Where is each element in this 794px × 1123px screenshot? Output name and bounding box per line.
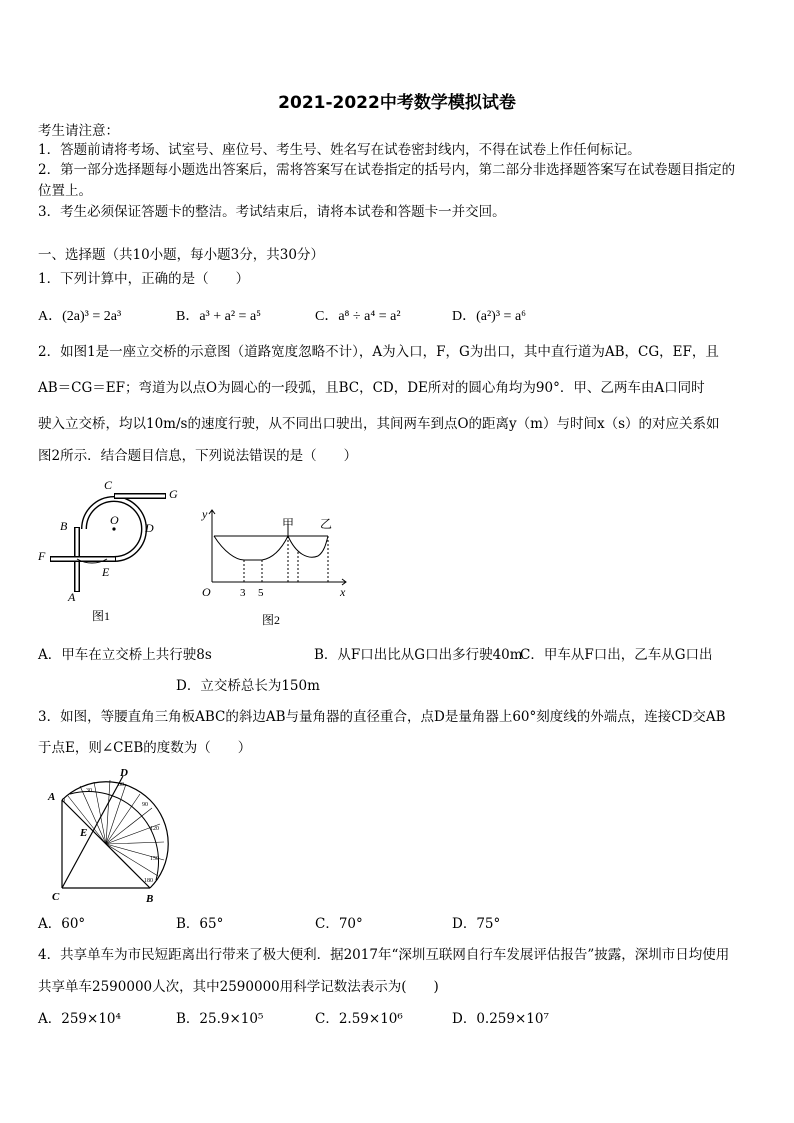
q3-tick-150: 150 xyxy=(150,856,159,862)
q3-figure xyxy=(38,764,188,906)
fig2-tick-5: 5 xyxy=(258,587,264,599)
q2-line-3: 驶入立交桥，均以10m/s的速度行驶，从不同出口驶出，其间两车到点O的距离y（m）与时间x（s）的对应关系如 xyxy=(38,416,720,432)
fig1-label-e: E xyxy=(102,565,110,579)
q3-tick-180: 180 xyxy=(144,878,153,884)
fig2-label-o: O xyxy=(202,585,211,599)
q2-option-b: B．从F口出比从G口出多行驶40m xyxy=(314,647,523,663)
q3-line-2: 于点E，则∠CEB的度数为（ ） xyxy=(38,740,252,756)
q2-line-1: 2．如图1是一座立交桥的示意图（道路宽度忽略不计），A为入口，F，G为出口，其中直行道为AB，CG，EF，且 xyxy=(38,344,719,360)
fig2-tick-3: 3 xyxy=(240,587,246,599)
fig1-label-o: O xyxy=(110,513,119,527)
q3-tick-90: 90 xyxy=(142,802,148,808)
q2-figure-2 xyxy=(196,504,356,630)
q3-label-d: D xyxy=(120,767,128,779)
q3-option-a: A．60° xyxy=(38,916,86,932)
q1-option-c: C．a⁸ ÷ a⁴ = a² xyxy=(315,309,401,324)
page-title: 2021-2022中考数学模拟试卷 xyxy=(278,93,516,113)
section-heading: 一、选择题（共10小题，每小题3分，共30分） xyxy=(38,247,324,263)
q1-option-b: B．a³ + a² = a⁵ xyxy=(176,309,262,324)
fig2-label-y: y xyxy=(202,507,208,521)
fig2-label-yi: 乙 xyxy=(320,517,333,531)
notice-heading: 考生请注意： xyxy=(38,123,119,139)
q1-option-a: A．(2a)³ = 2a³ xyxy=(38,309,122,324)
q4-option-c: C．2.59×10⁶ xyxy=(315,1011,403,1027)
notice-line-2: 2．第一部分选择题每小题选出答案后，需将答案写在试卷指定的括号内，第二部分非选择题答案写在试卷题目指定的 xyxy=(38,162,736,178)
q2-option-c: C．甲车从F口出，乙车从G口出 xyxy=(520,647,713,663)
notice-line-3: 位置上。 xyxy=(38,183,92,199)
q2-figure-1 xyxy=(30,472,200,632)
q3-label-c: C xyxy=(52,891,60,903)
fig1-label-f: F xyxy=(38,549,46,563)
q2-option-d: D．立交桥总长为150m xyxy=(176,678,320,694)
q3-option-d: D．75° xyxy=(452,916,501,932)
q2-line-4: 图2所示．结合题目信息，下列说法错误的是（ ） xyxy=(38,448,358,464)
q2-option-a: A．甲车在立交桥上共行驶8s xyxy=(38,647,212,663)
fig1-label-a: A xyxy=(68,590,76,604)
fig2-label-x: x xyxy=(340,585,346,599)
q2-line-2: AB＝CG＝EF；弯道为以点O为圆心的一段弧，且BC，CD，DE所对的圆心角均为90°．甲、乙两车由A口同时 xyxy=(38,380,705,396)
q3-tick-30: 30 xyxy=(86,788,92,794)
notice-line-4: 3．考生必须保证答题卡的整洁。考试结束后，请将本试卷和答题卡一并交回。 xyxy=(38,204,506,220)
fig2-label-jia: 甲 xyxy=(282,517,295,531)
fig1-label-g: G xyxy=(169,487,178,501)
fig1-label-b: B xyxy=(60,519,68,533)
q3-tick-60: 60 xyxy=(118,782,124,788)
q4-line-1: 4．共享单车为市民短距离出行带来了极大便利．据2017年“深圳互联网自行车发展评估报告”披露，深圳市日均使用 xyxy=(38,947,730,963)
q3-label-a: A xyxy=(48,791,56,803)
q3-label-e: E xyxy=(80,827,88,839)
notice-line-1: 1．答题前请将考场、试室号、座位号、考生号、姓名写在试卷密封线内，不得在试卷上作任何标记。 xyxy=(38,142,641,158)
q3-tick-120: 120 xyxy=(150,826,159,832)
q4-option-a: A．259×10⁴ xyxy=(38,1011,121,1027)
q3-option-b: B．65° xyxy=(176,916,224,932)
fig1-label-c: C xyxy=(104,478,113,492)
q3-tick-0: 0 xyxy=(62,798,65,804)
fig1-caption: 图1 xyxy=(92,609,111,623)
q4-line-2: 共享单车2590000人次，其中2590000用科学记数法表示为( ) xyxy=(38,979,439,995)
q1-option-d: D．(a²)³ = a⁶ xyxy=(452,309,527,324)
q1-stem: 1．下列计算中，正确的是（ ） xyxy=(38,271,250,287)
q3-label-b: B xyxy=(146,893,154,905)
q4-option-b: B．25.9×10⁵ xyxy=(176,1011,264,1027)
q3-option-c: C．70° xyxy=(315,916,363,932)
fig1-label-d: D xyxy=(145,521,154,535)
fig2-caption: 图2 xyxy=(262,613,281,627)
q4-option-d: D．0.259×10⁷ xyxy=(452,1011,549,1027)
q3-line-1: 3．如图，等腰直角三角板ABC的斜边AB与量角器的直径重合，点D是量角器上60°刻度线的外端点，连接CD交AB xyxy=(38,709,726,725)
